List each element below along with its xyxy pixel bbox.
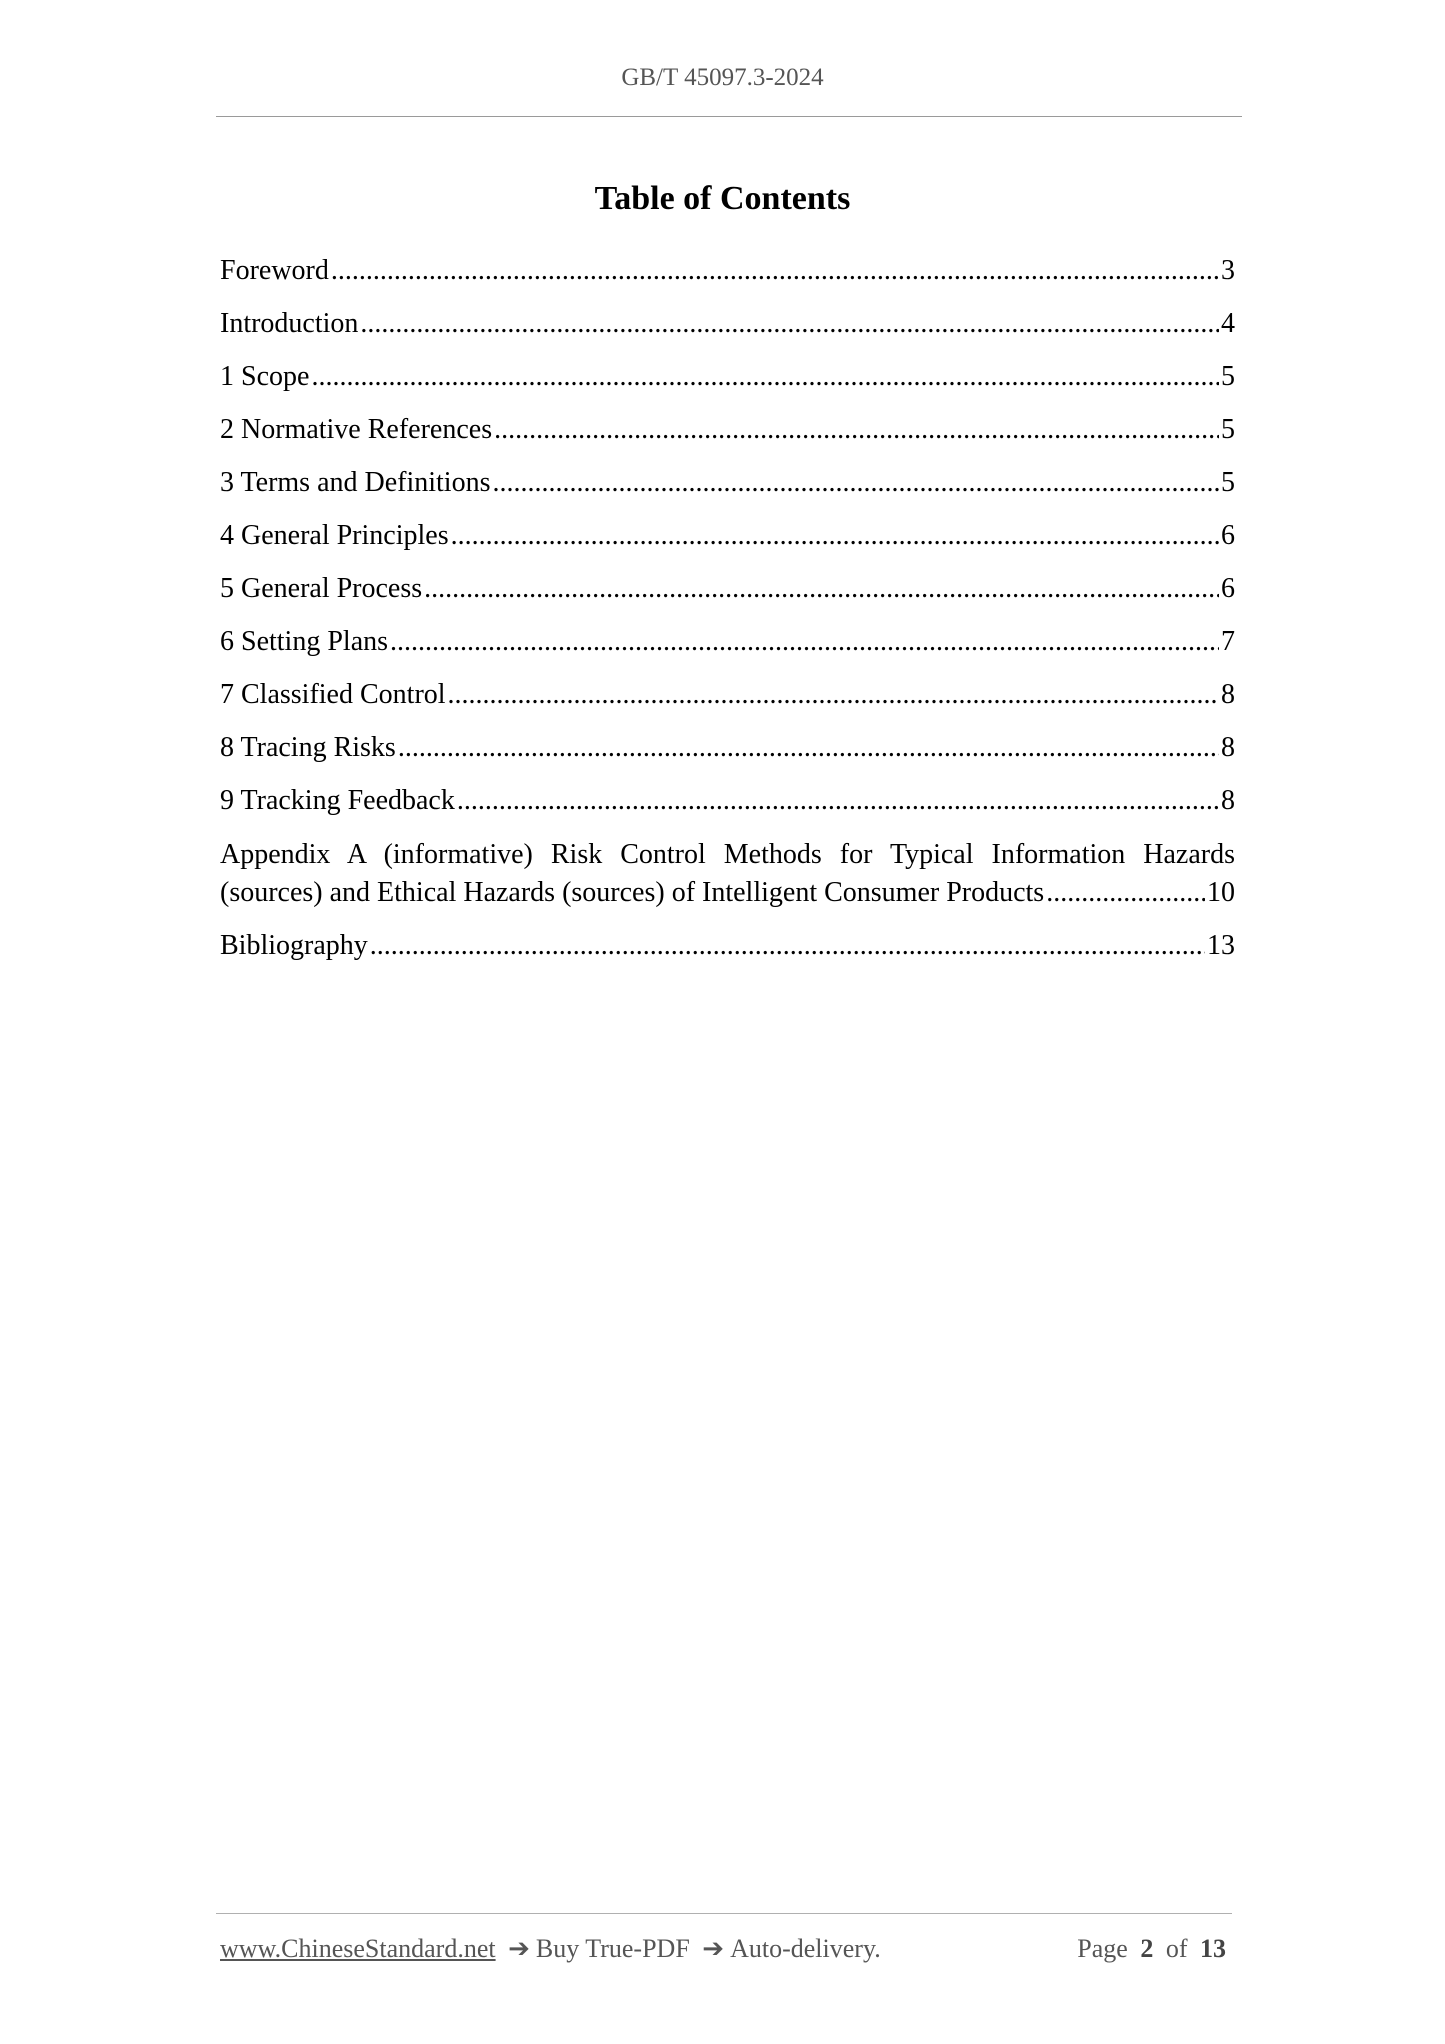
- toc-entry-page: 8: [1221, 679, 1235, 710]
- site-link[interactable]: www.ChineseStandard.net: [220, 1934, 496, 1963]
- toc-entry-page: 8: [1221, 732, 1235, 763]
- toc-leader-dots: [451, 518, 1219, 554]
- of-word: of: [1165, 1934, 1188, 1963]
- page-number: [1077, 1934, 1232, 1964]
- running-header: GB/T 45097.3-2024: [621, 64, 824, 91]
- toc-leader-dots: [398, 730, 1219, 766]
- toc-entry-label: 4 General Principles: [220, 520, 449, 551]
- table-of-contents: [220, 253, 1235, 981]
- toc-leader-dots: [457, 783, 1219, 819]
- toc-entry-label: 2 Normative References: [220, 414, 493, 445]
- arrow-right-icon: ➔: [702, 1934, 725, 1963]
- toc-entry-scope[interactable]: [220, 359, 1235, 412]
- toc-entry-label-line1: Appendix A (informative) Risk Control Methods for Typical Information Hazards: [220, 839, 1235, 870]
- toc-entry-label: Introduction: [220, 308, 359, 339]
- toc-leader-dots: [331, 253, 1219, 289]
- toc-leader-dots: [494, 412, 1219, 448]
- toc-entry-page: 8: [1221, 785, 1235, 816]
- toc-entry-bibliography[interactable]: [220, 928, 1235, 981]
- toc-entry-page: 10: [1207, 877, 1235, 908]
- page-total: 13: [1200, 1934, 1226, 1963]
- toc-entry-normative-references[interactable]: [220, 412, 1235, 465]
- toc-entry-label: 9 Tracking Feedback: [220, 785, 455, 816]
- toc-entry-page: 4: [1221, 308, 1235, 339]
- toc-title: Table of Contents: [594, 180, 851, 217]
- toc-entry-page: 13: [1207, 930, 1235, 961]
- toc-entry-label: Bibliography: [220, 930, 368, 961]
- toc-entry-general-process[interactable]: [220, 571, 1235, 624]
- toc-leader-dots: [1046, 874, 1205, 912]
- footer-divider: [216, 1913, 1232, 1914]
- footer-promo: [220, 1934, 881, 1964]
- toc-entry-setting-plans[interactable]: [220, 624, 1235, 677]
- toc-entry-page: 6: [1221, 520, 1235, 551]
- toc-leader-dots: [370, 928, 1205, 964]
- toc-entry-terms-definitions[interactable]: [220, 465, 1235, 518]
- toc-entry-label: 7 Classified Control: [220, 679, 446, 710]
- toc-leader-dots: [311, 359, 1219, 395]
- toc-entry-page: 6: [1221, 573, 1235, 604]
- toc-entry-appendix-a[interactable]: [220, 836, 1235, 928]
- auto-delivery-text: Auto-delivery.: [730, 1934, 881, 1963]
- buy-true-pdf-text: Buy True-PDF: [535, 1934, 690, 1963]
- toc-entry-label: Foreword: [220, 255, 329, 286]
- toc-entry-tracing-risks[interactable]: [220, 730, 1235, 783]
- toc-leader-dots: [448, 677, 1219, 713]
- arrow-right-icon: ➔: [508, 1934, 530, 1963]
- toc-entry-label: 6 Setting Plans: [220, 626, 389, 657]
- toc-entry-tracking-feedback[interactable]: [220, 783, 1235, 836]
- toc-entry-page: 3: [1221, 255, 1235, 286]
- page-word: Page: [1077, 1934, 1128, 1963]
- toc-entry-classified-control[interactable]: [220, 677, 1235, 730]
- toc-entry-label-line2-row: [220, 874, 1235, 912]
- toc-entry-foreword[interactable]: [220, 253, 1235, 306]
- page-current: 2: [1140, 1934, 1154, 1963]
- toc-entry-page: 5: [1221, 361, 1235, 392]
- toc-entry-general-principles[interactable]: [220, 518, 1235, 571]
- toc-leader-dots: [424, 571, 1219, 607]
- toc-entry-page: 5: [1221, 467, 1235, 498]
- toc-entry-introduction[interactable]: [220, 306, 1235, 359]
- toc-entry-page: 7: [1221, 626, 1235, 657]
- toc-entry-label: 1 Scope: [220, 361, 310, 392]
- toc-entry-label: 3 Terms and Definitions: [220, 467, 491, 498]
- toc-leader-dots: [390, 624, 1219, 660]
- toc-entry-label: 5 General Process: [220, 573, 423, 604]
- header-divider: [216, 116, 1242, 117]
- toc-entry-page: 5: [1221, 414, 1235, 445]
- toc-leader-dots: [360, 306, 1219, 342]
- toc-entry-label: 8 Tracing Risks: [220, 732, 396, 763]
- toc-leader-dots: [492, 465, 1219, 501]
- toc-entry-label-line2: (sources) and Ethical Hazards (sources) of Intelligent Consumer Products: [220, 877, 1045, 908]
